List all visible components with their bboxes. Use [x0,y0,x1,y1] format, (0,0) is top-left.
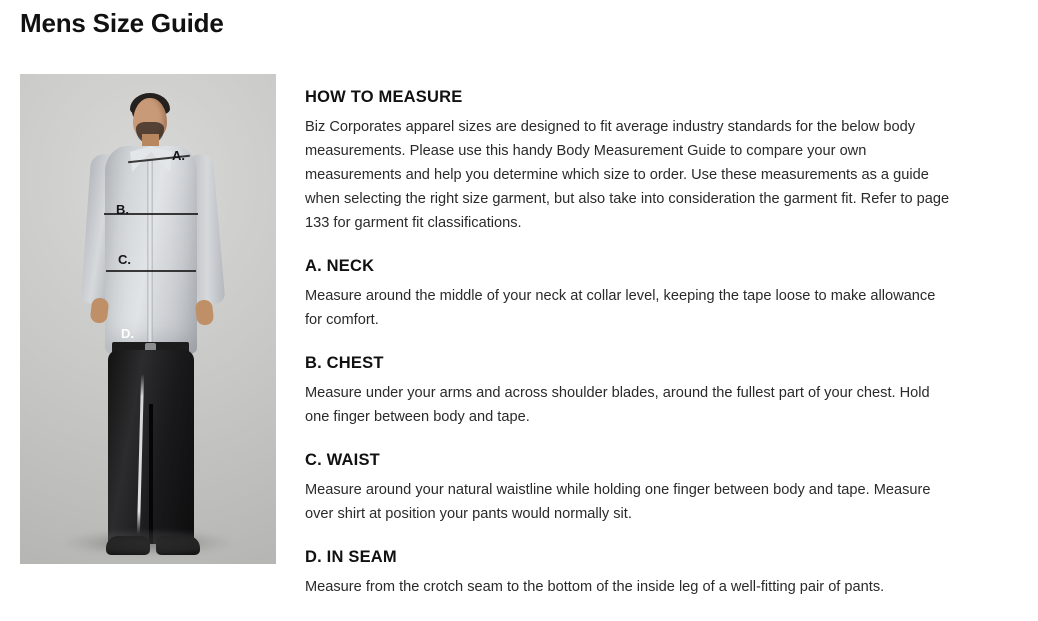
shirt-placket [147,160,153,348]
section-body-in-seam: Measure from the crotch seam to the bottom of the inside leg of a well-fitting pair of pants. [305,579,885,595]
waist-measure-line [106,270,196,272]
measurement-figure [20,74,276,564]
marker-d-label: D. [121,326,134,341]
size-guide-content [20,74,1018,599]
model-right-hand [195,299,215,326]
model-photo [20,74,276,564]
section-body-waist: Measure around your natural waistline while holding one finger between body and tape. Measure over shirt at position your pants would normally sit. [305,482,931,522]
marker-a-label: A. [172,148,185,163]
section-heading-chest: B. CHEST [305,354,384,372]
floor-shadow [66,530,230,556]
section-body-how-to-measure: Biz Corporates apparel sizes are designed to fit average industry standards for the below body measurements. Please use this handy Body Measurement Guide to compare your own measurements and help you determine which size to order. Use these measurements as a guide when selecting the right size garment, but also take into consideration the garment fit. Refer to page 133 for garment fit classifications. [305,119,950,231]
section-heading-neck: A. NECK [305,257,375,275]
section-body-neck: Measure around the middle of your neck at collar level, keeping the tape loose to make allowance for comfort. [305,288,936,328]
pants-leg-split [149,404,153,544]
page-title: Mens Size Guide [20,8,224,38]
model-body [20,74,276,564]
marker-c-label: C. [118,252,131,267]
instructions-column [305,74,953,599]
section-body-chest: Measure under your arms and across shoulder blades, around the fullest part of your chest. Hold one finger between body and tape. [305,385,930,425]
section-heading-waist: C. WAIST [305,451,380,469]
marker-b-label: B. [116,202,129,217]
section-heading-in-seam: D. IN SEAM [305,548,397,566]
section-heading-how-to-measure: HOW TO MEASURE [305,88,463,106]
